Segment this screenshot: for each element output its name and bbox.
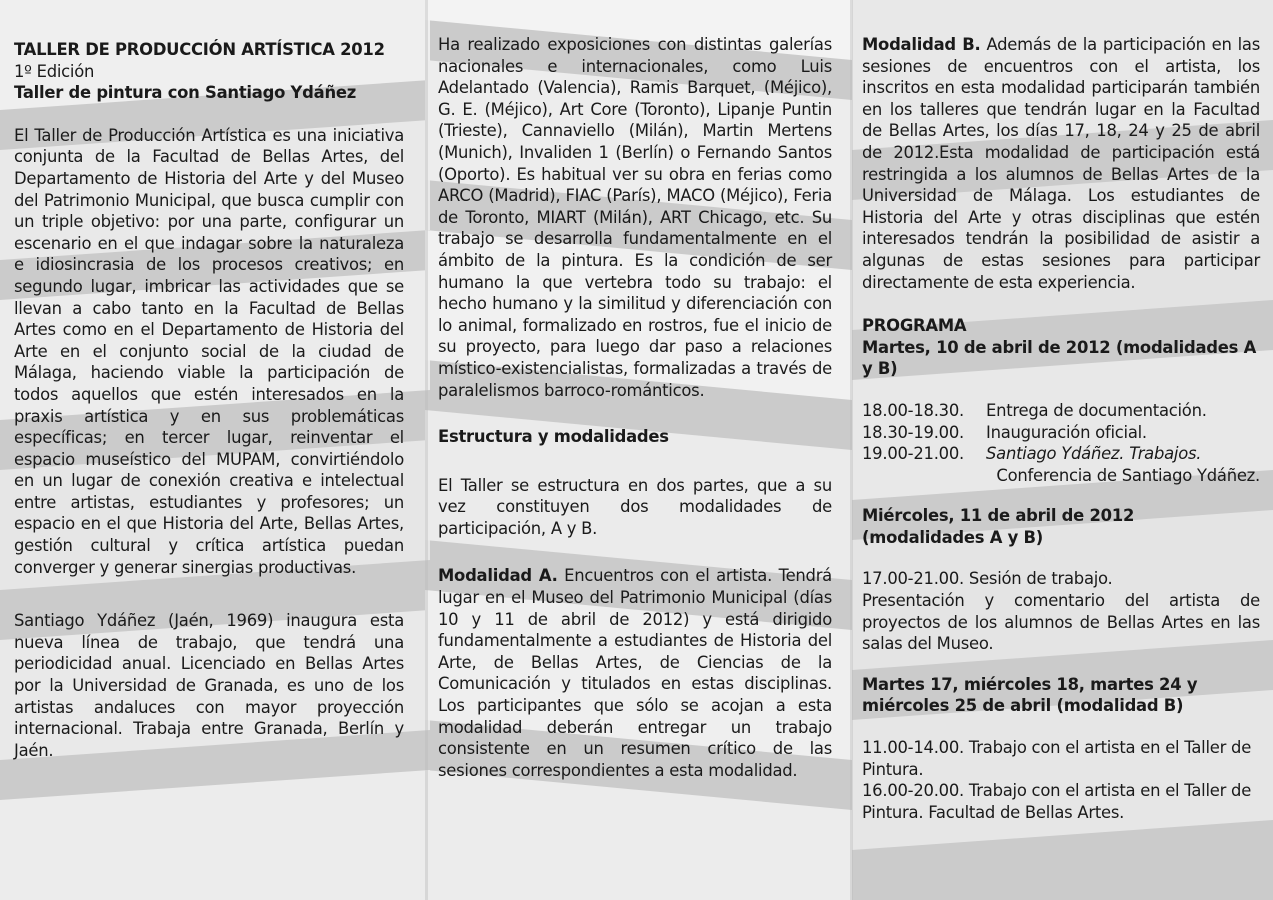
- schedule-time: 18.30-19.00.: [862, 422, 964, 442]
- structure-paragraph: El Taller se estructura en dos partes, que a su vez constituyen dos modalidades de participación, A y B.: [438, 475, 832, 538]
- day2-description: Presentación y comentario del artista de proyectos de los alumnos de Bellas Artes en las salas del Museo.: [862, 591, 1260, 654]
- day1-schedule: [862, 400, 1260, 486]
- modalidad-b-text: Además de la participación en las sesiones de encuentros con el artista, los inscritos en esta modalidad participarán también en los talleres que tendrán lugar en la Facultad de Bellas Artes, los días 17, 18, 24 y 25 de abril de 2012.Esta modalidad de participación está restringida a los alumnos de Bellas Artes de la Universidad de Málaga. Los estudiantes de Historia del Arte y otras disciplinas que estén interesados tendrán la posibilidad de asistir a algunas de estas sesiones para participar directamente de esta experiencia.: [862, 35, 1260, 292]
- modalidad-b-paragraph: [862, 34, 1260, 293]
- day2-time: 17.00-21.00. Sesión de trabajo.: [862, 569, 1113, 589]
- modalidad-a-paragraph: [438, 565, 832, 781]
- document-subtitle: Taller de pintura con Santiago Ydáñez: [14, 83, 357, 103]
- modalidad-b-label: Modalidad B.: [862, 35, 981, 54]
- day1-heading: Martes, 10 de abril de 2012 (modalidades A y B): [862, 337, 1257, 379]
- programa-heading: PROGRAMA: [862, 316, 967, 336]
- exhibitions-paragraph: Ha realizado exposiciones con distintas galerías nacionales e internacionales, como Luis Adelantado (Valencia), Ramis Barquet, (Méjico), G. E. (Méjico), Art Core (Toronto), Lipanje Puntin (Trieste), Cannaviello (Milán), Martin Mertens (Munich), Invaliden 1 (Berlín) o Fernando Santos (Oporto). Es habitual ver su obra en ferias como ARCO (Madrid), FIAC (París), MACO (Méjico), Feria de Toronto, MIART (Milán), ART Chicago, etc. Su trabajo se desarrolla fundamentalmente en el ámbito de la pintura. Es la condición de ser humano la que vertebra todo su trabajo: el hecho humano y la similitud y diferenciación con lo animal, formalizado en rostros, fue el inicio de su proyecto, para luego dar paso a relaciones místico-existencialistas, formalizadas a través de paralelismos barroco-románticos.: [438, 35, 832, 400]
- column-left: [14, 0, 404, 900]
- schedule-row: [862, 443, 1260, 465]
- schedule-time: 19.00-21.00.: [862, 444, 964, 464]
- schedule-row: [862, 400, 1260, 422]
- column-middle: [438, 0, 832, 900]
- schedule-time: 18.00-18.30.: [862, 400, 964, 420]
- modalidad-a-label: Modalidad A.: [438, 566, 558, 586]
- day3-heading: Martes 17, miércoles 18, martes 24 y miércoles 25 de abril (modalidad B): [862, 674, 1198, 716]
- schedule-activity: Entrega de documentación.: [986, 400, 1207, 420]
- document-title: TALLER DE PRODUCCIÓN ARTÍSTICA 2012: [14, 40, 385, 59]
- column-right: [862, 0, 1260, 900]
- schedule-activity-extra: Conferencia de Santiago Ydáñez.: [996, 465, 1260, 485]
- modalidad-a-text: Encuentros con el artista. Tendrá lugar en el Museo del Patrimonio Municipal (días 10 y 11 de abril de 2012) y está dirigido fundamentalmente a estudiantes de Historia del Arte, de Bellas Artes, de Ciencias de la Comunicación y titulados en estas disciplinas. Los participantes que sólo se acojan a esta modalidad deberán entregar un trabajo consistente en un resumen crítico de las sesiones correspondientes a esta modalidad.: [438, 566, 832, 780]
- schedule-activity: Santiago Ydáñez. Trabajos.: [986, 444, 1202, 464]
- day3-item-2: 16.00-20.00. Trabajo con el artista en el Taller de Pintura. Facultad de Bellas Artes.: [862, 781, 1252, 822]
- section-heading-estructura: Estructura y modalidades: [438, 427, 669, 447]
- intro-paragraph: El Taller de Producción Artística es una iniciativa conjunta de la Facultad de Bellas Artes, del Departamento de Historia del Arte y del Museo del Patrimonio Municipal, que busca cumplir con un triple objetivo: por una parte, configurar un escenario en el que indagar sobre la naturaleza e idiosincrasia de los procesos creativos; en segundo lugar, imbricar las actividades que se llevan a cabo tanto en la Facultad de Bellas Artes como en el Departamento de Historia del Arte en el conjunto social de la ciudad de Málaga, haciendo viable la participación de todos aquellos que estén interesados en la praxis artística y en sus problemáticas específicas; en tercer lugar, reinventar el espacio museístico del MUPAM, convirtiéndolo en un lugar de conexión creativa e intelectual entre artistas, estudiantes y profesores; un espacio en el que Historia del Arte, Bellas Artes, gestión cultural y crítica artística puedan converger y generar sinergias productivas.: [14, 125, 404, 577]
- edition-label: 1º Edición: [14, 61, 95, 81]
- day2-heading: Miércoles, 11 de abril de 2012 (modalidades A y B): [862, 506, 1135, 547]
- schedule-activity: Inauguración oficial.: [986, 422, 1147, 442]
- day3-item-1: 11.00-14.00. Trabajo con el artista en el Taller de Pintura.: [862, 738, 1252, 779]
- artist-bio-paragraph: Santiago Ydáñez (Jaén, 1969) inaugura esta nueva línea de trabajo, que tendrá una periodicidad anual. Licenciado en Bellas Artes por la Universidad de Granada, es uno de los artistas andaluces con mayor proyección internacional. Trabaja entre Granada, Berlín y Jaén.: [14, 611, 404, 760]
- schedule-row: [862, 422, 1260, 444]
